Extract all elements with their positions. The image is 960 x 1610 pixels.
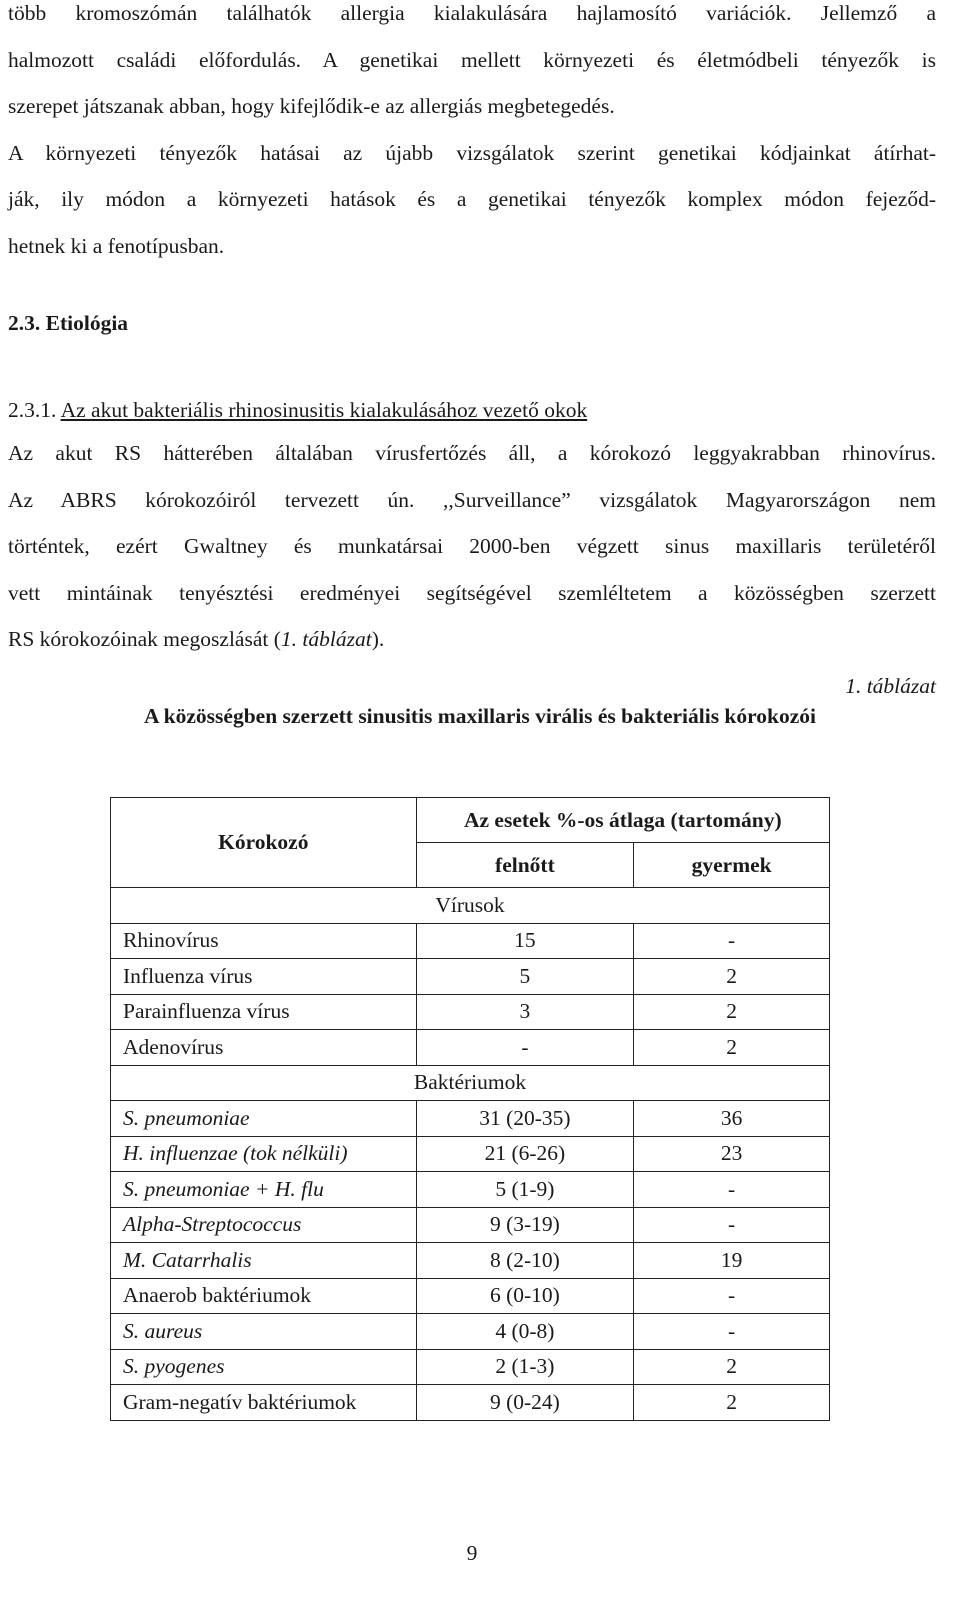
child-value: 19	[634, 1243, 830, 1279]
pathogen-name: Influenza vírus	[111, 959, 417, 995]
page-number: 9	[466, 1541, 478, 1565]
body-text: RS kórokozóinak megoszlását (	[8, 627, 281, 651]
table-label: 1. táblázat	[845, 674, 936, 698]
pathogen-name: Rhinovírus	[111, 923, 417, 959]
pathogen-table	[110, 797, 830, 1421]
pathogen-name: H. influenzae (tok nélküli)	[111, 1136, 417, 1172]
header-adult: felnőtt	[416, 843, 634, 888]
body-line	[8, 627, 936, 674]
table-row	[111, 1207, 830, 1243]
adult-value: 8 (2-10)	[416, 1243, 634, 1279]
intro-line: hetnek ki a fenotípusban.	[8, 233, 225, 258]
adult-value: 9 (0-24)	[416, 1385, 634, 1421]
header-average: Az esetek %-os átlaga (tartomány)	[416, 798, 829, 843]
adult-value: 5	[416, 959, 634, 995]
table-row	[111, 1385, 830, 1421]
child-value: -	[634, 1278, 830, 1314]
group-row	[111, 888, 830, 924]
section-heading: 2.3. Etiológia	[8, 311, 129, 335]
body-line: Az akut RS hátterében általában vírusfertőzés áll, a kórokozó leggyakrabban rhinovírus.	[8, 441, 936, 465]
group-bacteria: Baktériumok	[111, 1065, 830, 1101]
child-value: -	[634, 923, 830, 959]
table-row	[111, 959, 830, 995]
table-row	[111, 994, 830, 1030]
pathogen-name: Gram-negatív baktériumok	[111, 1385, 417, 1421]
child-value: -	[634, 1172, 830, 1208]
child-value: 36	[634, 1101, 830, 1137]
table-reference: 1. táblázat	[280, 627, 372, 651]
pathogen-name: Anaerob baktériumok	[111, 1278, 417, 1314]
table-row	[111, 1349, 830, 1385]
body-line: Az ABRS kórokozóiról tervezett ún. ,,Surveillance” vizsgálatok Magyarországon nem	[8, 487, 936, 512]
adult-value: 5 (1-9)	[416, 1172, 634, 1208]
adult-value: 15	[416, 923, 634, 959]
intro-line: ják, ily módon a környezeti hatások és a genetikai tényezők komplex módon fejeződ-	[8, 187, 936, 211]
child-value: -	[634, 1207, 830, 1243]
subsection-title: Az akut bakteriális rhinosinusitis kialakulásához vezető okok	[60, 398, 588, 422]
child-value: 23	[634, 1136, 830, 1172]
intro-line: halmozott családi előfordulás. A genetikai mellett környezeti és életmódbeli tényezők is	[8, 47, 936, 72]
table-row	[111, 1243, 830, 1279]
table-row	[111, 1136, 830, 1172]
subsection-number: 2.3.1.	[8, 398, 57, 422]
child-value: 2	[634, 1349, 830, 1385]
body-text: ).	[371, 627, 385, 651]
adult-value: 31 (20-35)	[416, 1101, 634, 1137]
child-value: 2	[634, 1385, 830, 1421]
table-row	[111, 1314, 830, 1350]
table-row	[111, 1030, 830, 1066]
adult-value: 21 (6-26)	[416, 1136, 634, 1172]
adult-value: 9 (3-19)	[416, 1207, 634, 1243]
group-row	[111, 1065, 830, 1101]
table-title: A közösségben szerzett sinusitis maxillaris virális és bakteriális kórokozói	[143, 704, 817, 728]
body-line: vett mintáinak tenyésztési eredményei segítségével szemléltetem a közösségben szerzett	[8, 580, 936, 605]
adult-value: 3	[416, 994, 634, 1030]
child-value: 2	[634, 959, 830, 995]
table-row	[111, 1101, 830, 1137]
intro-line: szerepet játszanak abban, hogy kifejlődik-e az allergiás megbetegedés.	[8, 94, 615, 118]
pathogen-name: Parainfluenza vírus	[111, 994, 417, 1030]
child-value: -	[634, 1314, 830, 1350]
body-paragraph	[8, 441, 936, 674]
child-value: 2	[634, 1030, 830, 1066]
table-header-row	[111, 798, 830, 843]
adult-value: 2 (1-3)	[416, 1349, 634, 1385]
intro-line: A környezeti tényezők hatásai az újabb vizsgálatok szerint genetikai kódjainkat átírhat-	[8, 140, 936, 165]
header-pathogen: Kórokozó	[111, 798, 417, 888]
adult-value: -	[416, 1030, 634, 1066]
adult-value: 6 (0-10)	[416, 1278, 634, 1314]
table-row	[111, 1278, 830, 1314]
subsection-heading	[8, 398, 587, 423]
child-value: 2	[634, 994, 830, 1030]
table-row	[111, 1172, 830, 1208]
group-viruses: Vírusok	[111, 888, 830, 924]
pathogen-name: M. Catarrhalis	[111, 1243, 417, 1279]
body-line: történtek, ezért Gwaltney és munkatársai 2000-ben végzett sinus maxillaris területéről	[8, 534, 936, 558]
intro-paragraph	[8, 0, 936, 269]
pathogen-name: S. aureus	[111, 1314, 417, 1350]
pathogen-name: S. pneumoniae	[111, 1101, 417, 1137]
pathogen-name: S. pneumoniae + H. flu	[111, 1172, 417, 1208]
pathogen-name: Adenovírus	[111, 1030, 417, 1066]
header-child: gyermek	[634, 843, 830, 888]
pathogen-name: S. pyogenes	[111, 1349, 417, 1385]
adult-value: 4 (0-8)	[416, 1314, 634, 1350]
pathogen-name: Alpha-Streptococcus	[111, 1207, 417, 1243]
intro-line: több kromoszómán találhatók allergia kialakulására hajlamosító variációk. Jellemző a	[8, 1, 936, 25]
table-row	[111, 923, 830, 959]
